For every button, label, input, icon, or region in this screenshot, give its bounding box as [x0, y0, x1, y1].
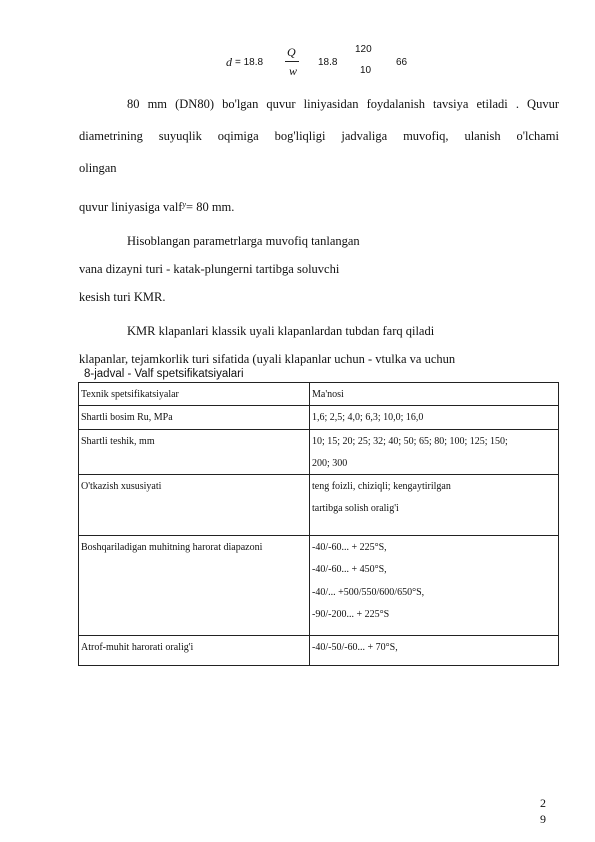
value-line: -40/-60... + 225°S, [312, 541, 387, 553]
table-row [79, 474, 559, 535]
value-line: -90/-200... + 225°S [312, 609, 390, 620]
paragraph-2-post: = 80 mm. [186, 200, 235, 214]
formula-d: d [226, 55, 232, 69]
table-cell-value [310, 535, 559, 635]
value-line: tartibga solish oralig'i [312, 503, 399, 514]
paragraph-1-line-2: diametrining suyuqlik oqimiga bog'liqligi jadvaliga muvofiq, ulanish o'lchami [79, 129, 559, 143]
table-header-row [79, 383, 559, 406]
paragraph-2 [79, 200, 234, 215]
table-row [79, 635, 559, 665]
formula-denominator: 10 [360, 65, 372, 76]
table-cell-value [310, 429, 559, 474]
table-cell-value [310, 635, 559, 665]
value-line: 10; 15; 20; 25; 32; 40; 50; 65; 80; 100; 125; 150; [312, 435, 508, 447]
table-header-cell: Ma'nosi [310, 383, 559, 406]
value-line: 200; 300 [312, 458, 348, 469]
table-header-cell: Texnik spetsifikatsiyalar [79, 383, 310, 406]
table-cell-name: Atrof-muhit harorati oralig'i [79, 635, 310, 665]
table-cell-name: Shartli teshik, mm [79, 429, 310, 474]
table-row [79, 429, 559, 474]
formula-numerator: 120 [355, 44, 372, 55]
paragraph-4-line-1: KMR klapanlari klassik uyali klapanlardan tubdan farq qiladi [127, 324, 435, 338]
paragraph-1-line-3: olingan [79, 161, 117, 175]
formula-result: 66 [396, 57, 408, 68]
page-number-digit-1: 2 [540, 796, 546, 810]
table-cell-value [310, 405, 559, 429]
paragraph-2-sub: y [182, 200, 187, 209]
formula-coef-2: 18.8 [318, 57, 338, 68]
spec-table [78, 382, 559, 666]
page-number-digit-2: 9 [540, 812, 546, 826]
paragraph-4-line-2: klapanlar, tejamkorlik turi sifatida (uyali klapanlar uchun - vtulka va uchun [79, 352, 456, 366]
value-line: teng foizli, chiziqli; kengaytirilgan [312, 480, 451, 492]
paragraph-3-line-1: Hisoblangan parametrlarga muvofiq tanlangan [127, 234, 360, 248]
paragraph-1-line-1: 80 mm (DN80) bo'lgan quvur liniyasidan foydalanish tavsiya etiladi . Quvur [127, 97, 559, 111]
table-cell-name: Shartli bosim Ru, MPa [79, 405, 310, 429]
formula-fraction-bar [285, 61, 299, 62]
paragraph-2-pre: quvur liniyasiga valf [79, 200, 183, 214]
value-line: 1,6; 2,5; 4,0; 6,3; 10,0; 16,0 [312, 411, 424, 423]
formula-w: w [289, 64, 298, 78]
paragraph-3-line-3: kesish turi KMR. [79, 290, 166, 304]
table-cell-name: O'tkazish xususiyati [79, 474, 310, 535]
formula-coef: = 18.8 [235, 57, 264, 68]
value-line: -40/-50/-60... + 70°S, [312, 641, 398, 653]
table-row [79, 535, 559, 635]
table-cell-value [310, 474, 559, 535]
value-line: -40/... +500/550/600/650°S, [312, 586, 425, 598]
table-row [79, 405, 559, 429]
paragraph-3-line-2: vana dizayni turi - katak-plungerni tartibga soluvchi [79, 262, 340, 276]
table-cell-name: Boshqariladigan muhitning harorat diapazoni [79, 535, 310, 635]
value-line: -40/-60... + 450°S, [312, 564, 387, 575]
table-caption: 8-jadval - Valf spetsifikatsiyalari [84, 368, 244, 380]
formula-q: Q [287, 45, 296, 59]
